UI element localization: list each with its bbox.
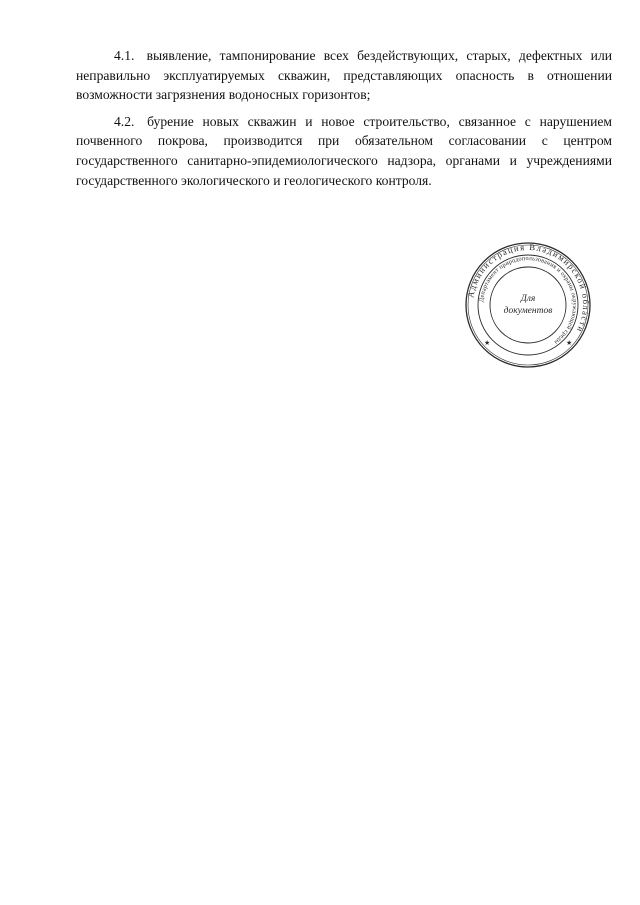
stamp-seal [464,241,592,369]
paragraph-4-2 [76,112,612,190]
stamp-outer-text-path: Администрация Владимирской области [465,241,592,335]
paragraph-text: выявление, тампонирование всех бездействующих, старых, дефектных или неправильно эксплуатируемых скважин, представляющих опасность в отношении возможности загрязнения водоносных горизонтов; [76,48,612,103]
official-stamp [464,241,592,369]
stamp-center-line-2: документов [503,306,553,316]
paragraph-4-1 [76,46,612,105]
paragraph-text: бурение новых скважин и новое строительство, связанное с нарушением почвенного покрова, производится при обязательном согласовании с центром государственного санитарно-эпидемиологического надзора, органами и учреждениями государственного экологического и геологического контроля. [76,113,612,188]
stamp-inner-circle [490,267,566,343]
stamp-inner-text-path: Департамент природопользования и охраны окружающей среды [478,254,579,346]
document-body [76,46,612,190]
star-icon: ★ [566,339,573,347]
paragraph-number: 4.1. [114,48,135,63]
stamp-center-line-1: Для [520,294,536,304]
paragraph-number: 4.2. [114,113,135,129]
star-icon: ★ [484,339,491,347]
